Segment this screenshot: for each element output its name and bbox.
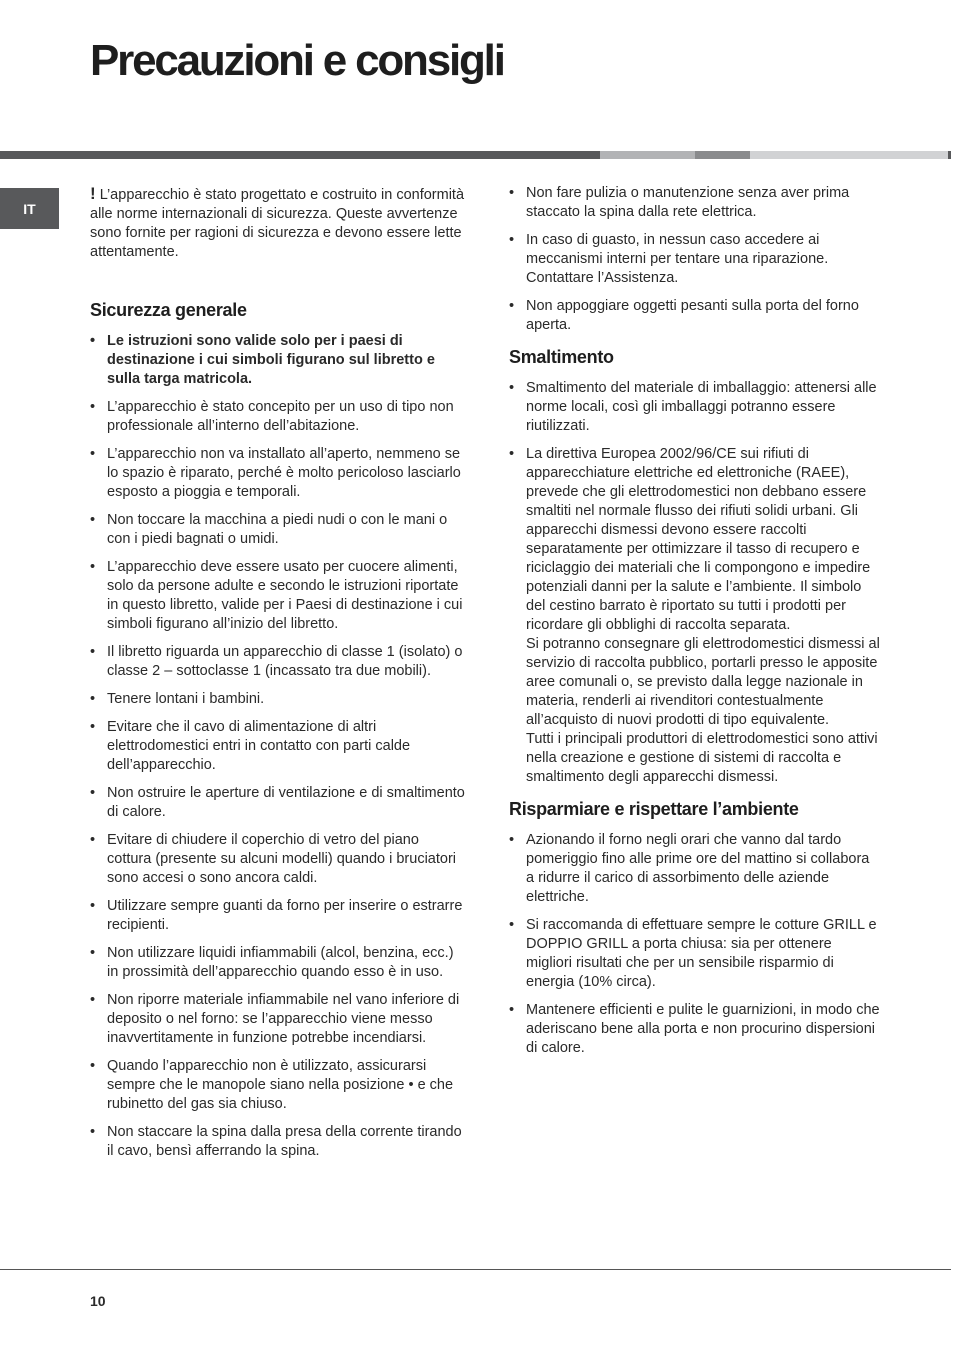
list-item: • Utilizzare sempre guanti da forno per inserire o estrarre recipienti.: [90, 897, 465, 935]
list-item: • L’apparecchio deve essere usato per cuocere alimenti, solo da persone adulte e secondo le istruzioni riportate in questo libretto, valide per i Paesi di destinazione i cui simboli figurano all’inizio del libretto.: [90, 558, 465, 634]
page-number: 10: [90, 1293, 106, 1309]
warning-mark: !: [90, 184, 96, 203]
list-item: • L’apparecchio è stato concepito per un uso di tipo non professionale all’interno dell’abitazione.: [90, 398, 465, 436]
raee-paragraph: Tutti i principali produttori di elettrodomestici sono attivi nella creazione e gestione di sistemi di raccolta e smaltimento degli apparecchi dismessi.: [526, 731, 878, 785]
heading-sicurezza: Sicurezza generale: [90, 300, 247, 320]
risparmio-list: [509, 831, 881, 1058]
list-item: • Azionando il forno negli orari che vanno dal tardo pomeriggio fino alle prime ore del mattino si collabora a ridurre il carico di assorbimento delle aziende elettriche.: [509, 831, 881, 907]
list-item: • Smaltimento del materiale di imballaggio: attenersi alle norme locali, così gli imballaggi potranno essere riutilizzati.: [509, 379, 881, 436]
raee-paragraph: • La direttiva Europea 2002/96/CE sui rifiuti di apparecchiature elettriche ed elettroniche (RAEE), prevede che gli elettrodomestici non debbano essere smaltiti nel normale flusso dei rifiuti solidi urbani. Gli apparecchi dismessi devono essere raccolti separatamente per ottimizzare il tasso di recupero e riciclaggio dei materiali che li compongono e impedire potenziali danni per la salute e l’ambiente. Il simbolo del cestino barrato è riportato su tutti i prodotti per ricordare gli obblighi di raccolta separata.: [526, 446, 871, 633]
header-bar-mid2: [695, 151, 750, 159]
header-bar-mid: [600, 151, 695, 159]
right-column: [509, 184, 881, 1067]
list-item: • In caso di guasto, in nessun caso accedere ai meccanismi interni per tentare una riparazione. Contattare l’Assistenza.: [509, 231, 881, 288]
header-bar-dark: [0, 151, 600, 159]
list-item: • Evitare che il cavo di alimentazione di altri elettrodomestici entri in contatto con parti calde dell’apparecchio.: [90, 718, 465, 775]
header-bar-end: [948, 151, 951, 159]
list-item: • Evitare di chiudere il coperchio di vetro del piano cottura (presente su alcuni modelli) quando i bruciatori sono accesi o sono ancora caldi.: [90, 831, 465, 888]
list-item: • Quando l’apparecchio non è utilizzato, assicurarsi sempre che le manopole siano nella posizione • e che rubinetto del gas sia chiuso.: [90, 1057, 465, 1114]
left-column: [90, 184, 465, 1170]
list-item: • Mantenere efficienti e pulite le guarnizioni, in modo che aderiscano bene alla porta e non procurino dispersioni di calore.: [509, 1001, 881, 1058]
list-item: [509, 445, 881, 787]
heading-risparmio: Risparmiare e rispettare l’ambiente: [509, 799, 799, 819]
list-item: • Non riporre materiale infiammabile nel vano inferiore di deposito o nel forno: se l’apparecchio viene messo inavvertitamente in funzione potrebbe incendiarsi.: [90, 991, 465, 1048]
list-item: • L’apparecchio non va installato all’aperto, nemmeno se lo spazio è riparato, perché è molto pericoloso lasciarlo esposto a pioggia e temporali.: [90, 445, 465, 502]
list-item: • Non utilizzare liquidi infiammabili (alcol, benzina, ecc.) in prossimità dell’apparecchio quando esso è in uso.: [90, 944, 465, 982]
header-bar-light: [750, 151, 948, 159]
sicurezza-list-continued: [509, 184, 881, 335]
list-item: • Si raccomanda di effettuare sempre le cotture GRILL e DOPPIO GRILL a porta chiusa: sia per ottenere migliori risultati che per un sensibile risparmio di energia (10% circa).: [509, 916, 881, 992]
page-title: Precauzioni e consigli: [90, 36, 504, 85]
intro-paragraph: [90, 184, 465, 262]
list-item: • Le istruzioni sono valide solo per i paesi di destinazione i cui simboli figurano sul libretto e sulla targa matricola.: [90, 332, 465, 389]
raee-paragraph: Si potranno consegnare gli elettrodomestici dismessi al servizio di raccolta pubblico, portarli presso le apposite aree comunali o, se previsto dalla legge nazionale in materia, renderli ai rivenditori contestualmente all’acquisto di nuovi prodotti di tipo equivalente.: [526, 636, 880, 728]
list-item: • Il libretto riguarda un apparecchio di classe 1 (isolato) o classe 2 – sottoclasse 1 (incassato tra due mobili).: [90, 643, 465, 681]
list-item: • Non appoggiare oggetti pesanti sulla porta del forno aperta.: [509, 297, 881, 335]
sicurezza-list: [90, 332, 465, 1161]
smaltimento-list: [509, 379, 881, 787]
intro-text: L’apparecchio è stato progettato e costruito in conformità alle norme internazionali di sicurezza. Queste avvertenze sono fornite per ragioni di sicurezza e devono essere lette attentamente.: [90, 187, 465, 260]
list-item: • Non ostruire le aperture di ventilazione e di smaltimento di calore.: [90, 784, 465, 822]
list-item: • Tenere lontani i bambini.: [90, 690, 465, 709]
heading-smaltimento: Smaltimento: [509, 347, 614, 367]
language-tab: IT: [0, 188, 59, 229]
list-item: • Non toccare la macchina a piedi nudi o con le mani o con i piedi bagnati o umidi.: [90, 511, 465, 549]
footer-rule: [0, 1269, 951, 1270]
list-item: • Non staccare la spina dalla presa della corrente tirando il cavo, bensì afferrando la spina.: [90, 1123, 465, 1161]
list-item: • Non fare pulizia o manutenzione senza aver prima staccato la spina dalla rete elettrica.: [509, 184, 881, 222]
